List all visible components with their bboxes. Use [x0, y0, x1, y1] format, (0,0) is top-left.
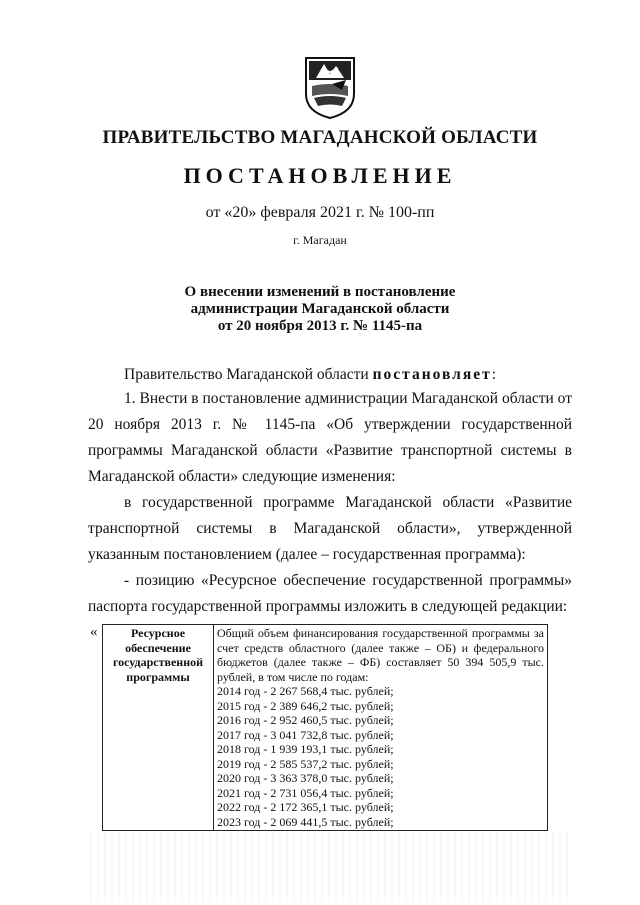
body-paragraph-resolves	[88, 362, 572, 388]
funding-intro: Общий объем финансирования государственной программы за счет средств областного (далее также – ОБ) и федерального бюджетов (далее также – ФБ) составляет 50 394 505,9 тыс. рублей, в том числе по годам:	[217, 626, 544, 684]
resolves-keyword: постановляет	[372, 366, 492, 383]
funding-year-line: 2023 год - 2 069 441,5 тыс. рублей;	[217, 814, 394, 829]
resolves-colon: :	[491, 366, 497, 383]
resource-table	[102, 624, 548, 831]
funding-year-line: 2016 год - 2 952 460,5 тыс. рублей;	[217, 713, 394, 727]
funding-year-line: 2019 год - 2 585 537,2 тыс. рублей;	[217, 756, 394, 771]
resolves-prefix: Правительство Магаданской области	[124, 366, 373, 383]
coat-of-arms-emblem	[302, 56, 358, 120]
funding-year-line: 2014 год - 2 267 568,4 тыс. рублей;	[217, 684, 394, 698]
funding-year-line: 2021 год - 2 731 056,4 тыс. рублей;	[217, 785, 394, 800]
body-paragraph-1: 1. Внести в постановление администрации Магаданской области от 20 ноября 2013 г. № 1145-па «Об утверждении государственной программы Магаданской области «Развитие транспортной системы в Магаданской области» следующие изменения:	[88, 390, 572, 485]
city-name: г. Магадан	[293, 233, 347, 247]
funding-year-line: 2018 год - 1 939 193,1 тыс. рублей;	[217, 742, 394, 756]
government-name: ПРАВИТЕЛЬСТВО МАГАДАНСКОЙ ОБЛАСТИ	[102, 127, 538, 148]
funding-year-line: 2022 год - 2 172 365,1 тыс. рублей;	[217, 800, 394, 814]
resource-value-cell	[214, 625, 548, 831]
funding-year-line: 2020 год - 3 363 378,0 тыс. рублей;	[217, 771, 394, 785]
body-paragraph-2: в государственной программе Магаданской области «Развитие транспортной системы в Магаданской области», утвержденной указанным постановлением (далее – государственная программа):	[88, 494, 572, 563]
funding-year-line: 2015 год - 2 389 646,2 тыс. рублей;	[217, 698, 394, 713]
scan-noise	[90, 832, 570, 902]
subject-line: администрации Магаданской области	[190, 301, 450, 317]
table-row	[103, 625, 548, 831]
resource-label-cell: Ресурсное обеспечение государственной программы	[103, 625, 214, 831]
document-type: ПОСТАНОВЛЕНИЕ	[183, 163, 457, 188]
decree-subject	[0, 284, 640, 335]
funding-year-line: 2017 год - 3 041 732,8 тыс. рублей;	[217, 727, 394, 742]
open-quote: «	[90, 624, 98, 640]
decree-date-number: от «20» февраля 2021 г. № 100-пп	[205, 204, 435, 221]
subject-line: О внесении изменений в постановление	[184, 284, 456, 300]
body-paragraph-3: - позицию «Ресурсное обеспечение государственной программы» паспорта государственной программы изложить в следующей редакции:	[88, 572, 572, 615]
subject-line: от 20 ноября 2013 г. № 1145-па	[217, 318, 423, 334]
